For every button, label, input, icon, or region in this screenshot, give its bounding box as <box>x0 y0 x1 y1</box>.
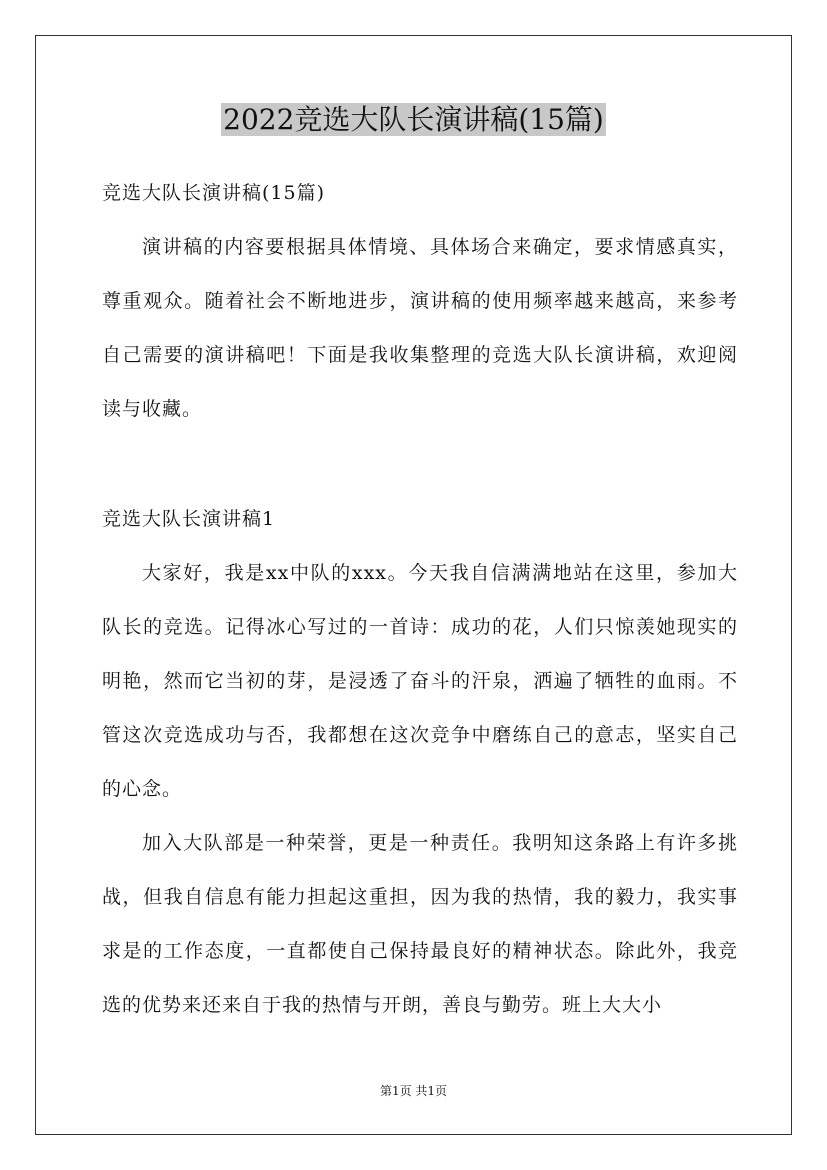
body-paragraph-1: 大家好，我是xx中队的xxx。今天我自信满满地站在这里，参加大队长的竞选。记得冰心写过的一首诗：成功的花，人们只惊羡她现实的明艳，然而它当初的芽，是浸透了奋斗的汗泉，洒遍了牺牲的血雨。不管这次竞选成功与否，我都想在这次竞争中磨练自己的意志，坚实自己的心念。 <box>102 562 738 800</box>
document-title <box>0 98 827 142</box>
intro-paragraph: 演讲稿的内容要根据具体情境、具体场合来确定，要求情感真实，尊重观众。随着社会不断地进步，演讲稿的使用频率越来越高，来参考自己需要的演讲稿吧！下面是我收集整理的竞选大队长演讲稿，欢迎阅读与收藏。 <box>102 236 738 420</box>
section-heading: 竞选大队长演讲稿1 <box>102 508 276 530</box>
body-paragraph-2: 加入大队部是一种荣誉，更是一种责任。我明知这条路上有许多挑战，但我自信息有能力担起这重担，因为我的热情，我的毅力，我实事求是的工作态度，一直都使自己保持最良好的精神状态。除此外，我竞选的优势来还来自于我的热情与开朗，善良与勤劳。班上大大小 <box>102 832 738 1016</box>
page-footer: 第1页 共1页 <box>379 1084 448 1098</box>
document-subtitle: 竞选大队长演讲稿(15篇) <box>102 182 326 204</box>
document-title-text: 2022竞选大队长演讲稿(15篇) <box>223 103 604 136</box>
